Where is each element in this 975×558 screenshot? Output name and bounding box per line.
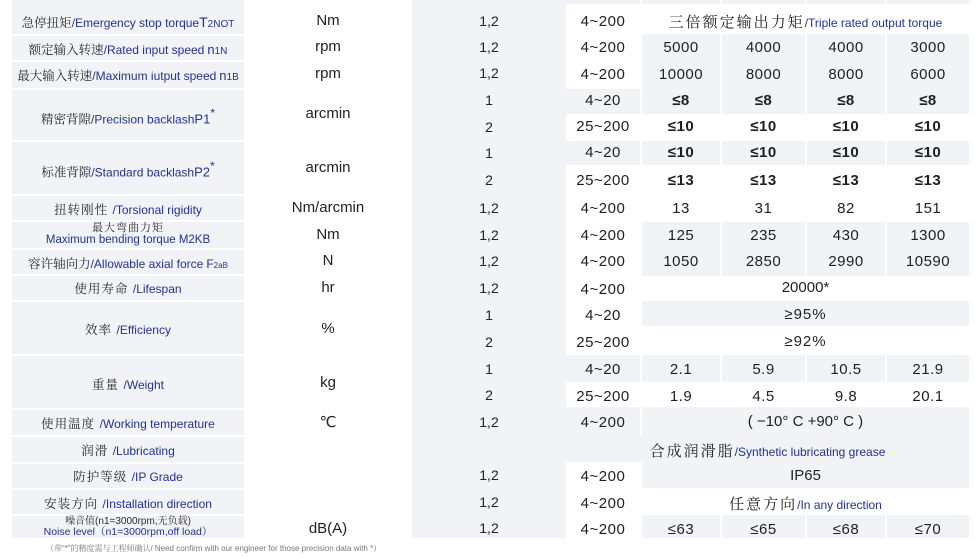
ratio-cell: 4~200 bbox=[580, 227, 626, 244]
param-en: /Weight bbox=[123, 378, 164, 392]
value-cell: ≤10 bbox=[832, 118, 860, 135]
unit-cell: Nm/arcmin bbox=[291, 199, 365, 216]
param-zh: 重量 bbox=[92, 378, 120, 392]
param-en: /Torsional rigidity bbox=[112, 203, 202, 217]
row-divider bbox=[12, 88, 244, 90]
param-efficiency bbox=[12, 320, 244, 339]
unit-cell: rpm bbox=[315, 65, 341, 82]
value-cell: ≤10 bbox=[914, 144, 942, 161]
grid-block bbox=[887, 0, 969, 4]
param-precision-backlash bbox=[12, 106, 244, 128]
value-zh: 任意方向 bbox=[729, 496, 798, 513]
ratio-cell: 4~200 bbox=[580, 414, 626, 431]
value-cell: 4000 bbox=[745, 39, 782, 56]
ratio-cell: 4~20 bbox=[585, 92, 621, 109]
value-cell: 151 bbox=[914, 200, 942, 217]
stage-cell: 1 bbox=[485, 307, 493, 323]
param-symbol: F bbox=[206, 257, 214, 271]
value-cell: ≤10 bbox=[667, 118, 695, 135]
unit-cell: dB(A) bbox=[308, 520, 348, 537]
value-cell: 8000 bbox=[745, 66, 782, 83]
value-cell: ≤65 bbox=[750, 521, 777, 538]
stage-cell: 2 bbox=[485, 119, 493, 135]
row-divider bbox=[12, 300, 244, 302]
param-en: /Allowable axial force bbox=[90, 257, 204, 271]
value-cell: ≤10 bbox=[914, 118, 942, 135]
value-cell: 8000 bbox=[828, 66, 864, 83]
ratio-cell: 4~20 bbox=[585, 361, 621, 378]
value-cell: 4.5 bbox=[752, 388, 775, 405]
param-standard-backlash bbox=[12, 159, 244, 181]
param-zh: 使用温度 bbox=[41, 417, 96, 431]
row-divider bbox=[12, 248, 244, 250]
row-divider bbox=[12, 435, 244, 437]
param-zh: 效率 bbox=[85, 323, 113, 337]
value-cell: 6000 bbox=[910, 66, 946, 83]
stage-cell: 2 bbox=[485, 172, 493, 188]
value-span: ≥95% bbox=[784, 306, 827, 323]
param-subscript: 1B bbox=[226, 72, 239, 83]
unit-cell: ℃ bbox=[319, 414, 337, 431]
param-zh: 标准背隙 bbox=[41, 165, 92, 180]
ratio-cell: 25~200 bbox=[576, 334, 630, 351]
param-symbol: n bbox=[219, 68, 227, 83]
stage-cell: 1,2 bbox=[479, 13, 499, 29]
param-subscript: 1N bbox=[214, 46, 228, 57]
param-max-input-speed bbox=[12, 66, 244, 85]
value-span bbox=[642, 11, 969, 32]
row-divider bbox=[12, 34, 244, 36]
value-cell: 5000 bbox=[663, 39, 699, 56]
grid-block bbox=[722, 0, 805, 4]
value-cell: ≤68 bbox=[832, 521, 860, 538]
row-divider bbox=[12, 140, 244, 142]
stage-cell: 1 bbox=[485, 361, 493, 377]
ratio-cell: 4~200 bbox=[580, 200, 626, 217]
value-cell: 31 bbox=[754, 200, 773, 217]
param-subscript: 2NOT bbox=[207, 19, 235, 30]
value-span: ( −10° C +90° C ) bbox=[747, 413, 864, 430]
param-en: /Working temperature bbox=[99, 417, 215, 431]
ratio-cell: 4~200 bbox=[580, 13, 626, 30]
stage-cell: 1,2 bbox=[479, 200, 499, 216]
param-zh: 使用寿命 bbox=[74, 282, 129, 296]
value-cell: 10590 bbox=[905, 253, 951, 270]
ratio-cell: 4~200 bbox=[580, 468, 626, 485]
param-emergency-stop-torque bbox=[12, 13, 244, 32]
value-cell: ≤10 bbox=[750, 118, 777, 135]
param-max-bending-torque bbox=[12, 222, 244, 246]
value-en: /Triple rated output torque bbox=[804, 16, 943, 30]
row-divider bbox=[12, 194, 244, 196]
value-cell: ≤10 bbox=[832, 144, 860, 161]
row-divider bbox=[12, 408, 244, 410]
value-cell: ≤13 bbox=[667, 172, 695, 189]
stage-cell: 1,2 bbox=[479, 280, 499, 296]
ratio-cell: 4~200 bbox=[580, 495, 626, 512]
value-cell: ≤13 bbox=[750, 172, 777, 189]
value-cell: 9.8 bbox=[834, 388, 858, 405]
value-cell: 3000 bbox=[910, 39, 946, 56]
param-zh: 噪音值(n1=3000rpm,无负载) bbox=[65, 516, 191, 527]
param-zh: 润滑 bbox=[81, 444, 109, 458]
param-noise-level bbox=[12, 516, 244, 538]
value-zh: 合成润滑脂 bbox=[649, 443, 735, 460]
ratio-cell: 4~200 bbox=[580, 253, 626, 270]
value-zh: 三倍额定输出力矩 bbox=[668, 14, 805, 31]
param-star: * bbox=[210, 106, 215, 120]
param-allowable-axial-force bbox=[12, 254, 244, 273]
param-en: /Emergency stop torque bbox=[71, 16, 200, 30]
grid-block bbox=[642, 0, 720, 4]
ratio-cell: 4~200 bbox=[580, 39, 626, 56]
param-en: /Precision backlash bbox=[91, 112, 195, 127]
param-ip-grade bbox=[12, 467, 244, 486]
value-cell: ≤13 bbox=[914, 172, 942, 189]
value-cell: 21.9 bbox=[912, 361, 944, 378]
value-cell: ≤8 bbox=[837, 92, 855, 109]
param-zh: 最大弯曲力矩 bbox=[92, 222, 164, 234]
ratio-cell: 25~200 bbox=[576, 118, 630, 135]
param-en: /Standard backlash bbox=[91, 165, 195, 180]
stage-cell: 1,2 bbox=[479, 39, 499, 55]
stage-cell: 1 bbox=[485, 92, 493, 108]
unit-cell: Nm bbox=[316, 12, 340, 29]
footnote: （带“*”的精度需与工程师确认/ Need confirm with our engineer for those precision data with *） bbox=[46, 544, 382, 553]
value-en: /Synthetic lubricating grease bbox=[734, 445, 886, 459]
param-installation-direction bbox=[12, 494, 244, 513]
value-cell: 13 bbox=[672, 200, 690, 217]
value-cell: 82 bbox=[837, 200, 855, 217]
unit-cell: N bbox=[322, 252, 334, 269]
param-torsional-rigidity bbox=[12, 200, 244, 219]
value-cell: ≤63 bbox=[667, 521, 695, 538]
row-divider bbox=[12, 462, 244, 464]
row-divider bbox=[12, 488, 244, 490]
stage-cell: 2 bbox=[485, 387, 493, 403]
value-cell: ≤8 bbox=[919, 92, 937, 109]
param-zh: 安装方向 bbox=[44, 497, 99, 511]
param-zh: 防护等级 bbox=[73, 470, 128, 484]
param-symbol: n bbox=[207, 42, 215, 57]
param-symbol: T bbox=[199, 14, 208, 30]
value-cell: 1.9 bbox=[669, 388, 693, 405]
param-symbol: P1 bbox=[194, 111, 211, 127]
stage-cell: 1,2 bbox=[479, 227, 499, 243]
unit-cell: hr bbox=[321, 279, 335, 296]
row-divider bbox=[12, 274, 244, 276]
value-cell: 4000 bbox=[828, 39, 864, 56]
param-rated-input-speed bbox=[12, 40, 244, 59]
param-en: /Lifespan bbox=[132, 282, 182, 296]
ratio-cell: 25~200 bbox=[576, 172, 630, 189]
stage-cell: 2 bbox=[485, 334, 493, 350]
param-en: /IP Grade bbox=[131, 470, 183, 484]
stage-cell: 1,2 bbox=[479, 494, 499, 510]
value-cell: ≤10 bbox=[750, 144, 777, 161]
param-lifespan bbox=[12, 279, 244, 298]
unit-cell: Nm bbox=[316, 226, 340, 243]
ratio-cell: 4~200 bbox=[580, 281, 626, 298]
param-lubricating bbox=[12, 441, 244, 460]
value-cell: 20.1 bbox=[912, 388, 944, 405]
param-zh: 精密背隙 bbox=[41, 112, 92, 127]
ratio-cell: 4~20 bbox=[585, 307, 621, 324]
param-en: /Lubricating bbox=[112, 444, 175, 458]
value-cell: 10.5 bbox=[830, 361, 862, 378]
param-en: /Maximum iutput speed bbox=[92, 69, 217, 83]
value-cell: 125 bbox=[667, 227, 695, 244]
stage-cell: 1,2 bbox=[479, 520, 499, 536]
value-en: /In any direction bbox=[797, 498, 882, 512]
value-cell: 1050 bbox=[663, 253, 699, 270]
param-zh: 额定输入转速 bbox=[28, 43, 104, 57]
value-cell: ≤8 bbox=[672, 92, 690, 109]
value-cell: 235 bbox=[750, 227, 777, 244]
value-cell: 5.9 bbox=[752, 361, 775, 378]
value-cell: ≤8 bbox=[754, 92, 773, 109]
row-divider bbox=[12, 60, 244, 62]
stage-cell: 1 bbox=[485, 145, 493, 161]
param-weight bbox=[12, 375, 244, 394]
value-span: IP65 bbox=[790, 467, 821, 484]
value-span: 20000* bbox=[781, 279, 830, 296]
param-en: /Rated input speed bbox=[103, 43, 205, 57]
value-cell: 10000 bbox=[658, 66, 704, 83]
param-working-temperature bbox=[12, 414, 244, 433]
stage-cell: 1,2 bbox=[479, 253, 499, 269]
stage-cell: 1,2 bbox=[479, 467, 499, 483]
value-span bbox=[566, 440, 969, 461]
unit-cell: kg bbox=[320, 374, 336, 391]
grid-block bbox=[566, 0, 640, 4]
unit-cell: arcmin bbox=[305, 159, 351, 176]
stage-cell: 1,2 bbox=[479, 414, 499, 430]
value-cell: ≤13 bbox=[832, 172, 860, 189]
value-span: ≥92% bbox=[784, 333, 827, 350]
param-en: Noise level（n1=3000rpm,off load） bbox=[43, 526, 213, 538]
param-symbol: P2 bbox=[194, 164, 210, 180]
ratio-cell: 4~200 bbox=[580, 66, 626, 83]
ratio-cell: 25~200 bbox=[576, 388, 630, 405]
param-subscript: 2aB bbox=[213, 261, 228, 270]
value-cell: ≤70 bbox=[914, 521, 942, 538]
param-zh: 扭转刚性 bbox=[54, 203, 109, 217]
ratio-cell: 4~20 bbox=[585, 144, 621, 161]
param-zh: 最大输入转速 bbox=[17, 69, 93, 83]
unit-cell: arcmin bbox=[305, 105, 351, 122]
value-cell: 430 bbox=[832, 227, 860, 244]
value-cell: 2990 bbox=[828, 253, 864, 270]
value-cell: 2.1 bbox=[669, 361, 693, 378]
value-cell: ≤10 bbox=[667, 144, 695, 161]
param-en: /Installation direction bbox=[102, 497, 212, 511]
ratio-cell: 4~200 bbox=[580, 521, 626, 538]
value-cell: 2850 bbox=[745, 253, 782, 270]
value-cell: 1300 bbox=[910, 227, 946, 244]
param-zh: 急停扭矩 bbox=[21, 16, 72, 30]
param-star: * bbox=[209, 159, 215, 173]
param-en: /Efficiency bbox=[116, 323, 171, 337]
param-en: Maximum bending torque M2KB bbox=[45, 234, 211, 246]
param-zh: 容许轴向力 bbox=[28, 257, 91, 271]
value-span bbox=[642, 493, 969, 514]
unit-cell: % bbox=[321, 320, 335, 337]
stage-cell: 1,2 bbox=[479, 65, 499, 81]
row-divider bbox=[12, 354, 244, 356]
unit-cell: rpm bbox=[315, 38, 341, 55]
grid-block bbox=[807, 0, 885, 4]
